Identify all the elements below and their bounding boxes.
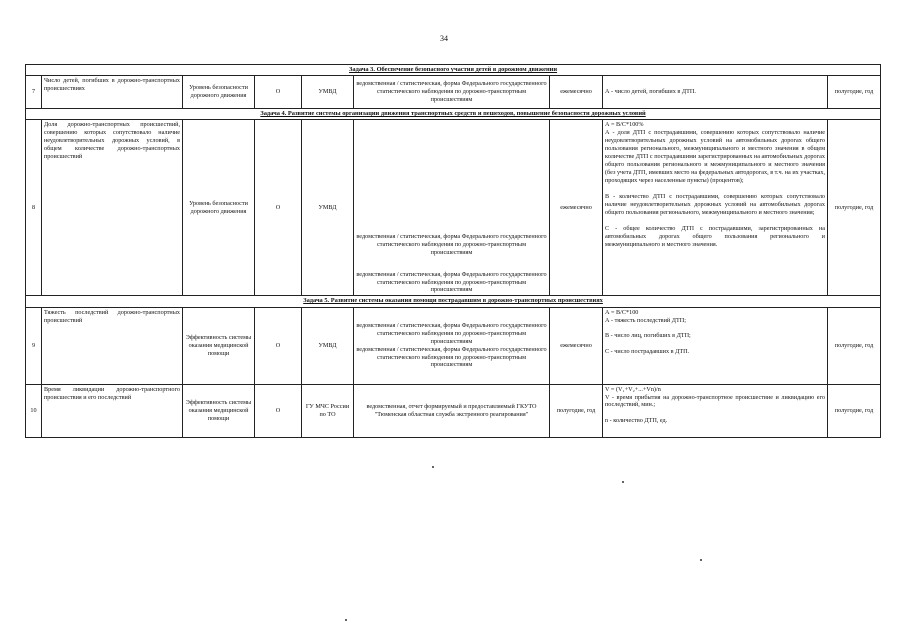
indicator-type: О: [255, 307, 302, 384]
indicator-name: Тяжесть последствий дорожно-транспортных происшествий: [42, 307, 183, 384]
frequency: ежемесячно: [550, 120, 603, 296]
formula-line: V = (V₁+V₂+...+Vn)/n: [605, 385, 661, 393]
table-row: [26, 76, 881, 109]
scan-speck: [345, 619, 347, 621]
formula-b: В - число лиц, погибших в ДТП;: [605, 332, 691, 340]
formula-n: n - количество ДТП, ед.: [605, 417, 668, 425]
row-number: 10: [26, 384, 42, 437]
reporting-period: полугодие, год: [828, 307, 881, 384]
responsible-body: УМВД: [302, 76, 354, 109]
scan-speck: [432, 466, 434, 468]
formula-line: А = В/С*100%: [605, 121, 644, 129]
formula-c: С - число пострадавших в ДТП.: [605, 348, 690, 356]
frequency: ежемесячно: [550, 76, 603, 109]
responsible-body: ГУ МЧС России по ТО: [302, 384, 354, 437]
calculation-formula: А - число детей, погибших в ДТП.: [603, 76, 828, 109]
calculation-formula: [603, 307, 828, 384]
row-number: 9: [26, 307, 42, 384]
formula-line: А = В/С*100: [605, 308, 639, 316]
task-4-heading: Задача 4. Развитие системы организации движения транспортных средств и пешеходов, повышение безопасности дорожных условий: [26, 109, 881, 120]
responsible-body: УМВД: [302, 307, 354, 384]
frequency: полугодие, год: [550, 384, 603, 437]
row-number: 8: [26, 120, 42, 296]
reporting-period: полугодие, год: [828, 76, 881, 109]
calculation-formula: [603, 120, 828, 296]
indicator-name: Число детей, погибших в дорожно-транспортных происшествиях: [42, 76, 183, 109]
row-number: 7: [26, 76, 42, 109]
scan-speck: [700, 559, 702, 561]
data-source: [354, 307, 550, 384]
page-number: 34: [440, 34, 448, 43]
data-source: ведомственная / статистическая, форма Федерального государственного статистического наблюдения по дорожно-транспортным происшествиям: [354, 76, 550, 109]
data-source: ведомственная, отчет формируемый и предоставляемый ГКУТО "Тюменская областная служба экстренного реагирования": [354, 384, 550, 437]
indicator-level: Уровень безопасности дорожного движения: [183, 120, 255, 296]
table-row: [26, 384, 881, 437]
formula-v: V - время прибытия на дорожно-транспортное происшествие и ликвидацию его последствий, мин.;: [605, 393, 825, 409]
task-5-row: [26, 296, 881, 307]
table-row: [26, 120, 881, 296]
task-3-heading: Задача 3. Обеспечение безопасного участия детей в дорожном движении: [26, 65, 881, 76]
indicator-level: Эффективность системы оказания медицинской помощи: [183, 384, 255, 437]
indicators-table: [25, 64, 881, 438]
calculation-formula: [603, 384, 828, 437]
data-source-1: ведомственная / статистическая, форма Федерального государственного статистического наблюдения по дорожно-транспортным происшествиям: [356, 232, 547, 256]
indicator-name: Доля дорожно-транспортных происшествий, совершению которых сопутствовало наличие неудовлетворительных дорожных условий, в общем количестве дорожно-транспортных происшествий: [42, 120, 183, 296]
reporting-period: полугодие, год: [828, 384, 881, 437]
formula-c: С - общее количество ДТП с пострадавшими, зарегистрированных на автомобильных дорогах общего пользования регионального и межмуниципального и местного значения.: [605, 224, 825, 248]
responsible-body: УМВД: [302, 120, 354, 296]
task-3-row: [26, 65, 881, 76]
frequency: ежемесячно: [550, 307, 603, 384]
formula-b: В - количество ДТП с пострадавшими, совершению которых сопутствовало наличие неудовлетворительных дорожных условий на автомобильных дорогах общего пользования регионального, межмуниципального и местного значения;: [605, 192, 825, 216]
data-source-2: ведомственная / статистическая, форма Федерального государственного статистического наблюдения по дорожно-транспортным происшествиям: [356, 270, 547, 294]
indicator-type: О: [255, 120, 302, 296]
reporting-period: полугодие, год: [828, 120, 881, 296]
indicator-level: Эффективность системы оказания медицинской помощи: [183, 307, 255, 384]
indicator-level: Уровень безопасности дорожного движения: [183, 76, 255, 109]
formula-a: А - доля ДТП с пострадавшими, совершению которых сопутствовало наличие неудовлетворительных дорожных условий на автомобильных дорогах общего пользования регионального, межмуниципального и местного значения в общем количестве ДТП с пострадавшими зарегистрированных на автомобильных дорогах общего пользования регионального и межмуниципального и местного значения (без учета ДТП, имевших место на федеральных автодорогах, в т.ч. на их участках, проходящих через населенные пункты) (процентов);: [605, 129, 825, 184]
indicator-type: О: [255, 76, 302, 109]
task-5-heading: Задача 5. Развитие системы оказания помощи пострадавшим в дорожно-транспортных происшествиях: [26, 296, 881, 307]
task-4-row: [26, 109, 881, 120]
data-source-2: ведомственная / статистическая, форма Федерального государственного статистического наблюдения по дорожно-транспортным происшествиям: [356, 345, 547, 369]
data-source-1: ведомственная / статистическая, форма Федерального государственного статистического наблюдения по дорожно-транспортным происшествиям: [356, 321, 547, 345]
table-row: [26, 307, 881, 384]
data-source: [354, 120, 550, 296]
indicator-type: О: [255, 384, 302, 437]
scan-speck: [622, 481, 624, 483]
indicator-name: Время ликвидации дорожно-транспортного происшествия и его последствий: [42, 384, 183, 437]
formula-a: А - тяжесть последствий ДТП;: [605, 316, 686, 324]
